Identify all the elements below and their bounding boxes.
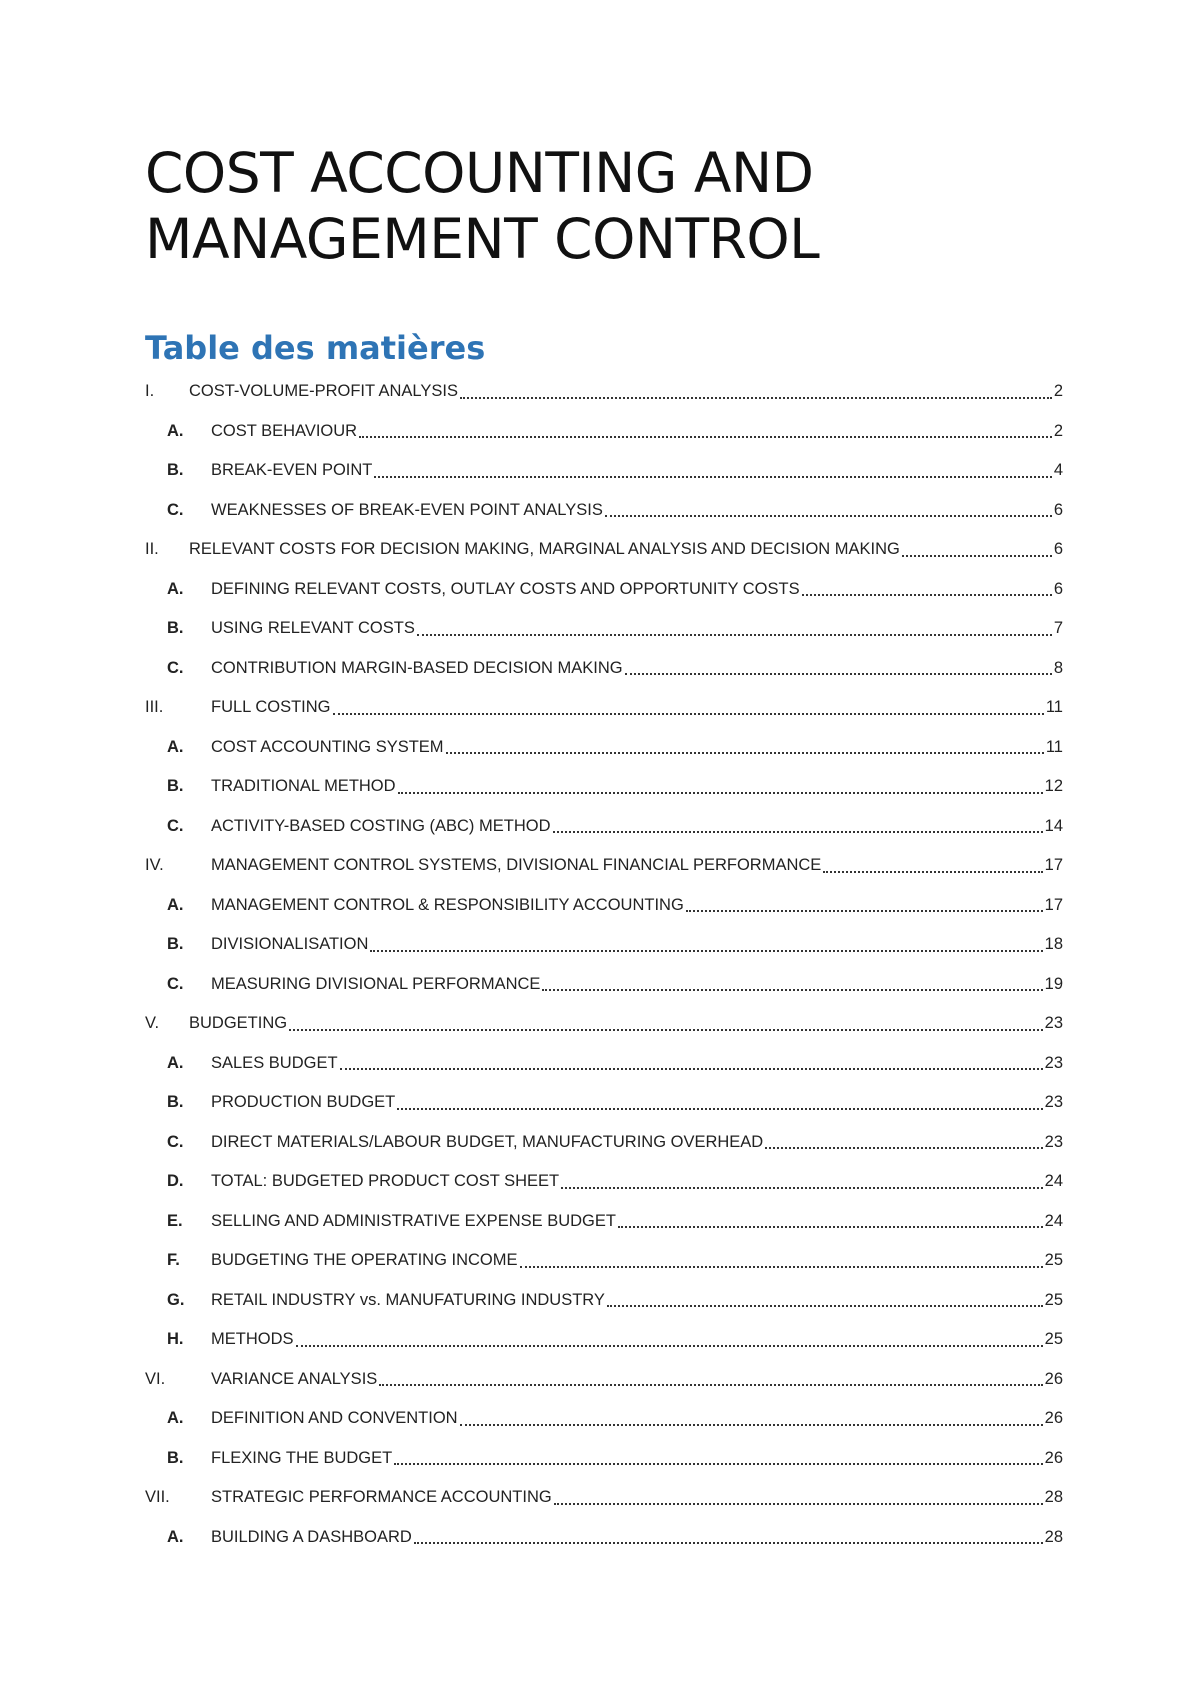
toc-dot-leader: [618, 1202, 1043, 1242]
table-of-contents: [145, 372, 1063, 1557]
toc-entry-number: A.: [167, 421, 184, 440]
toc-entry-number: IV.: [145, 856, 164, 875]
toc-entry-label: SALES BUDGET: [211, 1053, 338, 1072]
toc-entry-label: COST-VOLUME-PROFIT ANALYSIS: [189, 382, 458, 401]
toc-entry-number: B.: [167, 1093, 184, 1112]
toc-dot-leader: [417, 609, 1052, 649]
toc-entry-label: DEFINITION AND CONVENTION: [211, 1409, 458, 1428]
toc-entry-page-number: 23: [1044, 1093, 1063, 1112]
toc-entry[interactable]: [145, 688, 1063, 728]
toc-dot-leader: [902, 530, 1052, 570]
toc-dot-leader: [333, 688, 1044, 728]
toc-entry-page-number: 26: [1044, 1409, 1063, 1428]
toc-entry-number: A.: [167, 1053, 184, 1072]
toc-entry-label: SELLING AND ADMINISTRATIVE EXPENSE BUDGET: [211, 1211, 616, 1230]
toc-entry-number: H.: [167, 1330, 184, 1349]
toc-entry-number: C.: [167, 1132, 184, 1151]
toc-entry-number: A.: [167, 737, 184, 756]
toc-entry-label: CONTRIBUTION MARGIN-BASED DECISION MAKING: [211, 658, 623, 677]
toc-entry-page-number: 6: [1053, 579, 1063, 598]
toc-entry[interactable]: [145, 1478, 1063, 1518]
toc-entry-page-number: 12: [1044, 777, 1063, 796]
toc-entry-label: ACTIVITY-BASED COSTING (ABC) METHOD: [211, 816, 551, 835]
toc-entry[interactable]: [145, 965, 1063, 1005]
toc-entry-page-number: 25: [1044, 1251, 1063, 1270]
toc-entry-page-number: 6: [1053, 540, 1063, 559]
toc-entry[interactable]: [145, 1399, 1063, 1439]
toc-entry-label: WEAKNESSES OF BREAK-EVEN POINT ANALYSIS: [211, 500, 603, 519]
toc-dot-leader: [802, 570, 1052, 610]
toc-entry-page-number: 28: [1044, 1527, 1063, 1546]
toc-dot-leader: [561, 1162, 1043, 1202]
toc-entry-number: G.: [167, 1290, 185, 1309]
toc-entry[interactable]: [145, 846, 1063, 886]
toc-entry-page-number: 8: [1053, 658, 1063, 677]
toc-dot-leader: [379, 1360, 1042, 1400]
toc-entry[interactable]: [145, 491, 1063, 531]
toc-entry-page-number: 24: [1044, 1172, 1063, 1191]
toc-entry-page-number: 23: [1044, 1053, 1063, 1072]
toc-dot-leader: [370, 925, 1042, 965]
toc-dot-leader: [397, 1083, 1042, 1123]
toc-entry[interactable]: [145, 1162, 1063, 1202]
toc-entry[interactable]: [145, 412, 1063, 452]
toc-entry-label: BUDGETING: [189, 1014, 288, 1033]
toc-entry-page-number: 17: [1044, 856, 1063, 875]
toc-entry-number: VI.: [145, 1369, 166, 1388]
toc-dot-leader: [394, 1439, 1042, 1479]
toc-dot-leader: [398, 767, 1043, 807]
toc-entry-page-number: 2: [1053, 382, 1063, 401]
toc-entry-number: D.: [167, 1172, 184, 1191]
toc-entry[interactable]: [145, 1044, 1063, 1084]
toc-entry-label: BUILDING A DASHBOARD: [211, 1527, 412, 1546]
toc-entry[interactable]: [145, 1281, 1063, 1321]
toc-entry-page-number: 24: [1044, 1211, 1063, 1230]
toc-entry-label: RELEVANT COSTS FOR DECISION MAKING, MARGINAL ANALYSIS AND DECISION MAKING: [189, 540, 900, 559]
toc-dot-leader: [359, 412, 1052, 452]
toc-entry-label: COST BEHAVIOUR: [211, 421, 358, 440]
toc-entry[interactable]: [145, 1320, 1063, 1360]
document-title-line-1: COST ACCOUNTING AND: [145, 141, 814, 205]
toc-entry-number: A.: [167, 1527, 184, 1546]
toc-entry-label: STRATEGIC PERFORMANCE ACCOUNTING: [211, 1488, 552, 1507]
toc-entry[interactable]: [145, 372, 1063, 412]
toc-dot-leader: [520, 1241, 1043, 1281]
toc-entry-page-number: 26: [1044, 1369, 1063, 1388]
toc-entry-page-number: 17: [1044, 895, 1063, 914]
toc-entry-number: I.: [145, 382, 155, 401]
toc-entry-number: C.: [167, 974, 184, 993]
toc-entry-label: VARIANCE ANALYSIS: [211, 1369, 378, 1388]
toc-entry-label: DIVISIONALISATION: [211, 935, 369, 954]
toc-dot-leader: [414, 1518, 1043, 1558]
toc-dot-leader: [553, 807, 1043, 847]
toc-entry-number: B.: [167, 619, 184, 638]
toc-entry-number: F.: [167, 1251, 180, 1270]
toc-entry[interactable]: [145, 570, 1063, 610]
toc-entry[interactable]: [145, 886, 1063, 926]
toc-entry[interactable]: [145, 925, 1063, 965]
toc-entry-page-number: 25: [1044, 1290, 1063, 1309]
toc-entry-label: BUDGETING THE OPERATING INCOME: [211, 1251, 518, 1270]
toc-entry-label: BREAK-EVEN POINT: [211, 461, 373, 480]
toc-entry[interactable]: [145, 767, 1063, 807]
toc-entry-label: MANAGEMENT CONTROL SYSTEMS, DIVISIONAL FINANCIAL PERFORMANCE: [211, 856, 822, 875]
toc-entry-number: II.: [145, 540, 159, 559]
toc-entry[interactable]: [145, 1439, 1063, 1479]
toc-dot-leader: [374, 451, 1051, 491]
document-title-line-2: MANAGEMENT CONTROL: [145, 207, 820, 271]
toc-entry[interactable]: [145, 451, 1063, 491]
toc-entry-number: C.: [167, 658, 184, 677]
toc-entry[interactable]: [145, 1518, 1063, 1558]
toc-entry-number: C.: [167, 816, 184, 835]
toc-entry-number: VII.: [145, 1488, 170, 1507]
toc-entry-page-number: 14: [1044, 816, 1063, 835]
toc-entry-number: B.: [167, 1448, 184, 1467]
toc-entry-page-number: 11: [1045, 698, 1063, 717]
toc-entry-label: MEASURING DIVISIONAL PERFORMANCE: [211, 974, 541, 993]
toc-dot-leader: [446, 728, 1044, 768]
toc-entry-number: E.: [167, 1211, 183, 1230]
toc-entry-label: COST ACCOUNTING SYSTEM: [211, 737, 444, 756]
toc-dot-leader: [686, 886, 1043, 926]
document-title: [145, 140, 1085, 272]
toc-entry-label: DIRECT MATERIALS/LABOUR BUDGET, MANUFACTURING OVERHEAD: [211, 1132, 764, 1151]
toc-entry-page-number: 23: [1044, 1014, 1063, 1033]
toc-entry-label: RETAIL INDUSTRY vs. MANUFATURING INDUSTRY: [211, 1290, 605, 1309]
toc-entry[interactable]: [145, 1360, 1063, 1400]
toc-dot-leader: [625, 649, 1052, 689]
toc-entry-number: A.: [167, 579, 184, 598]
toc-dot-leader: [607, 1281, 1043, 1321]
toc-dot-leader: [542, 965, 1042, 1005]
toc-entry-page-number: 6: [1053, 500, 1063, 519]
toc-entry-page-number: 7: [1053, 619, 1063, 638]
toc-entry-number: B.: [167, 935, 184, 954]
toc-entry-number: A.: [167, 1409, 184, 1428]
toc-dot-leader: [296, 1320, 1043, 1360]
toc-entry-label: MANAGEMENT CONTROL & RESPONSIBILITY ACCOUNTING: [211, 895, 684, 914]
toc-entry-page-number: 28: [1044, 1488, 1063, 1507]
toc-entry-label: USING RELEVANT COSTS: [211, 619, 415, 638]
toc-entry-label: TRADITIONAL METHOD: [211, 777, 396, 796]
toc-entry-number: III.: [145, 698, 164, 717]
toc-entry-label: FULL COSTING: [211, 698, 331, 717]
toc-entry-number: C.: [167, 500, 184, 519]
toc-entry-number: B.: [167, 777, 184, 796]
toc-entry-label: TOTAL: BUDGETED PRODUCT COST SHEET: [211, 1172, 560, 1191]
toc-entry-page-number: 26: [1044, 1448, 1063, 1467]
toc-entry-page-number: 25: [1044, 1330, 1063, 1349]
toc-entry[interactable]: [145, 609, 1063, 649]
toc-dot-leader: [460, 372, 1052, 412]
toc-entry-page-number: 23: [1044, 1132, 1063, 1151]
toc-entry-number: V.: [145, 1014, 160, 1033]
toc-entry[interactable]: [145, 807, 1063, 847]
toc-entry[interactable]: [145, 1004, 1063, 1044]
toc-dot-leader: [340, 1044, 1043, 1084]
toc-dot-leader: [765, 1123, 1042, 1163]
toc-dot-leader: [823, 846, 1042, 886]
toc-entry-page-number: 4: [1053, 461, 1063, 480]
toc-entry[interactable]: [145, 1241, 1063, 1281]
toc-entry-page-number: 11: [1045, 737, 1063, 756]
toc-entry-page-number: 19: [1044, 974, 1063, 993]
toc-dot-leader: [554, 1478, 1043, 1518]
toc-entry[interactable]: [145, 530, 1063, 570]
toc-entry-label: PRODUCTION BUDGET: [211, 1093, 396, 1112]
toc-entry[interactable]: [145, 649, 1063, 689]
toc-entry-label: DEFINING RELEVANT COSTS, OUTLAY COSTS AND OPPORTUNITY COSTS: [211, 579, 800, 598]
toc-entry[interactable]: [145, 1083, 1063, 1123]
toc-dot-leader: [289, 1004, 1043, 1044]
toc-entry[interactable]: [145, 728, 1063, 768]
toc-entry-label: FLEXING THE BUDGET: [211, 1448, 393, 1467]
toc-heading: Table des matières: [145, 329, 486, 367]
toc-entry[interactable]: [145, 1123, 1063, 1163]
toc-entry-number: A.: [167, 895, 184, 914]
toc-entry-number: B.: [167, 461, 184, 480]
toc-entry-label: METHODS: [211, 1330, 294, 1349]
toc-entry-page-number: 2: [1053, 421, 1063, 440]
toc-dot-leader: [460, 1399, 1043, 1439]
toc-dot-leader: [605, 491, 1052, 531]
toc-entry[interactable]: [145, 1202, 1063, 1242]
toc-entry-page-number: 18: [1044, 935, 1063, 954]
